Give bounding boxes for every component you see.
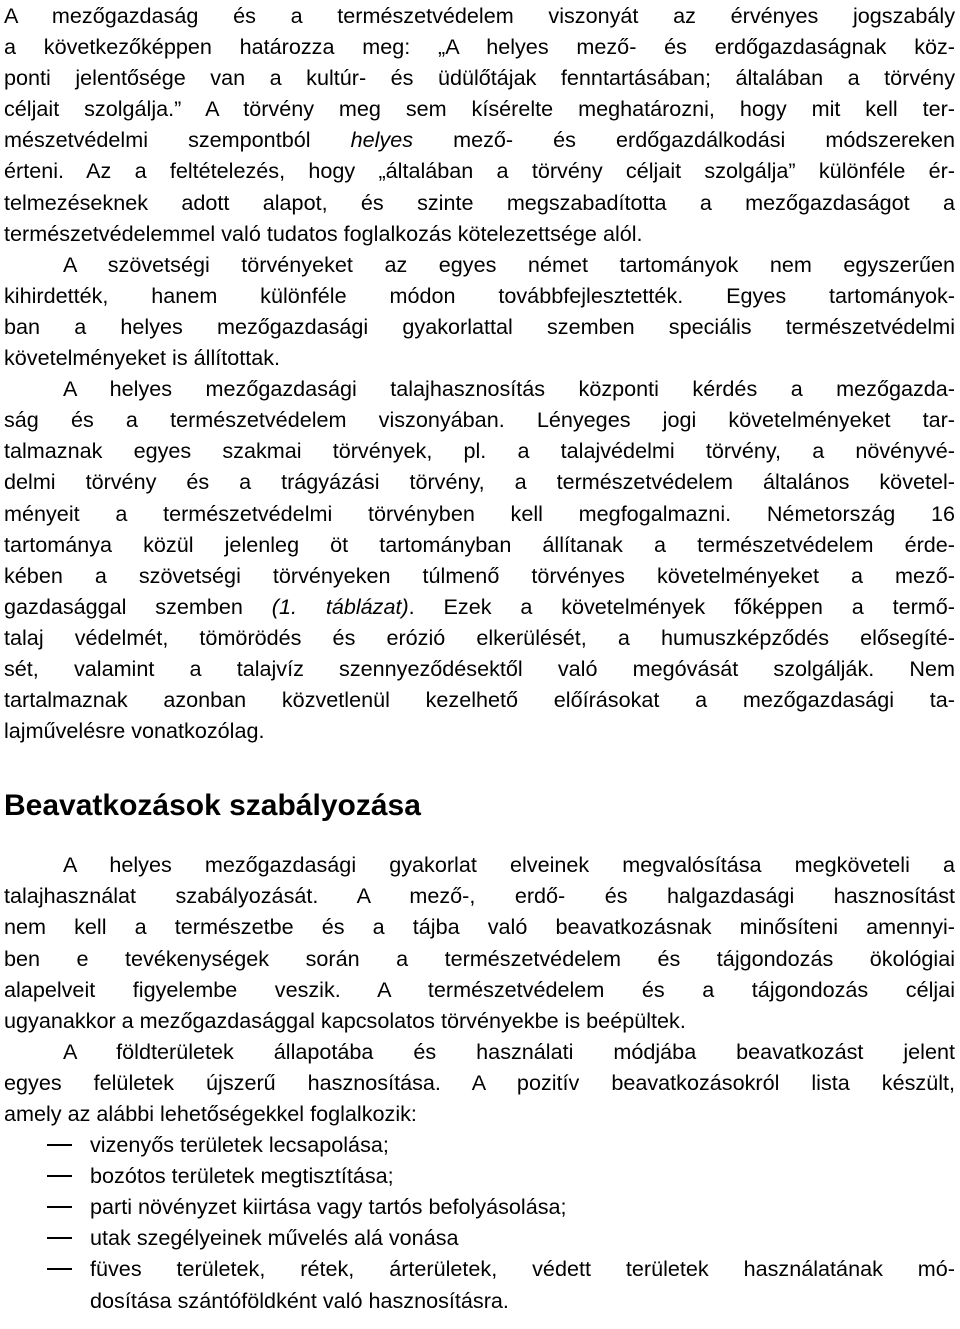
list-item-line	[4, 1160, 955, 1191]
text-line: nem kell a természetbe és a tájba való beavatkozásnak minősíteni amennyi-	[4, 914, 955, 940]
text-line: természetvédelemmel való tudatos foglalkozás kötelezettsége alól.	[4, 220, 643, 246]
list-item	[4, 1253, 955, 1315]
italic-text: helyes	[350, 127, 414, 153]
list-item-line	[4, 1129, 955, 1160]
text-line: ugyanakkor a mezőgazdasággal kapcsolatos törvényekbe is beépültek.	[4, 1007, 686, 1033]
text-run: mészetvédelmi szempontból	[4, 127, 351, 153]
section-interventions	[4, 849, 955, 1129]
text-line: ponti jelentősége van a kultúr- és üdülőtájak fenntartásában; általában a törvény	[4, 65, 955, 91]
list-item-line	[4, 1253, 955, 1284]
text-line: telmezéseknek adott alapot, és szinte megszabadította a mezőgazdaságot a	[4, 189, 955, 215]
text-line: érteni. Az a feltételezés, hogy „általában a törvény céljait szolgálja” különféle ér-	[4, 158, 955, 184]
text-run: mező- és erdőgazdálkodási módszereken	[413, 127, 955, 153]
bullet-list	[4, 1129, 955, 1316]
list-item-text: vizenyős területek lecsapolása;	[90, 1132, 389, 1158]
text-line: A szövetségi törvényeket az egyes német tartományok nem egyszerűen	[63, 251, 955, 277]
italic-text: (1. táblázat)	[271, 593, 409, 619]
list-item-text: utak szegélyeinek művelés alá vonása	[90, 1225, 459, 1251]
text-line: a következőképpen határozza meg: „A helyes mező- és erdőgazdaságnak köz-	[4, 34, 955, 60]
text-line: A helyes mezőgazdasági talajhasznosítás központi kérdés a mezőgazda-	[63, 376, 955, 402]
text-line: tartománya közül jelenleg öt tartományban állítanak a természetvédelem érde-	[4, 531, 955, 557]
text-line: ban a helyes mezőgazdasági gyakorlattal szemben speciális természetvédelmi	[4, 313, 955, 339]
list-item	[4, 1191, 955, 1222]
list-item	[4, 1160, 955, 1191]
section-heading: Beavatkozások szabályozása	[4, 789, 421, 823]
text-line: amely az alábbi lehetőségekkel foglalkozik:	[4, 1101, 417, 1126]
text-line: delmi törvény és a trágyázási törvény, a természetvédelem általános követel-	[4, 469, 955, 495]
text-line	[4, 124, 955, 155]
section-intro	[4, 0, 955, 746]
dash-bullet-icon	[47, 1206, 72, 1208]
text-line: egyes felületek újszerű hasznosítása. A pozitív beavatkozásokról lista készült,	[4, 1069, 955, 1095]
list-item-text: bozótos területek megtisztítása;	[90, 1163, 394, 1189]
text-line: A mezőgazdaság és a természetvédelem viszonyát az érvényes jogszabály	[4, 3, 955, 28]
text-line: alapelveit figyelembe veszik. A természetvédelem és a tájgondozás céljai	[4, 976, 955, 1002]
text-line: ményeit a természetvédelmi törvényben kell megfogalmazni. Németország 16	[4, 500, 955, 526]
text-run: . Ezek a követelmények főképpen a termő-	[408, 593, 955, 619]
list-item	[4, 1222, 955, 1253]
dash-bullet-icon	[47, 1268, 72, 1270]
text-line: A földterületek állapotába és használati módjába beavatkozást jelent	[63, 1038, 955, 1064]
text-line: sét, valamint a talajvíz szennyeződésektől való megóvását szolgálják. Nem	[4, 655, 955, 681]
text-line: követelményeket is állítottak.	[4, 345, 281, 371]
paragraph	[4, 1036, 955, 1129]
list-item-line	[4, 1285, 955, 1316]
list-item-line	[4, 1191, 955, 1222]
text-line: ben e tevékenységek során a természetvédelem és tájgondozás ökológiai	[4, 945, 955, 971]
paragraph	[4, 0, 955, 249]
paragraph	[4, 373, 955, 746]
list-item-line	[4, 1222, 955, 1253]
dash-bullet-icon	[47, 1175, 72, 1177]
list-item-text: parti növényzet kiirtása vagy tartós befolyásolása;	[90, 1194, 567, 1220]
text-line: A helyes mezőgazdasági gyakorlat elveinek megvalósítása megköveteli a	[63, 852, 955, 878]
dash-bullet-icon	[47, 1237, 72, 1239]
text-line: céljait szolgálja.” A törvény meg sem kísérelte meghatározni, hogy mit kell ter-	[4, 96, 955, 122]
list-item-text: füves területek, rétek, árterületek, védett területek használatának mó-	[90, 1256, 955, 1282]
text-line: talaj védelmét, tömörödés és erózió elkerülését, a humuszképződés elősegíté-	[4, 624, 955, 650]
paragraph	[4, 849, 955, 1036]
text-line	[4, 591, 955, 622]
text-line: kében a szövetségi törvényeken túlmenő törvényes követelményeket a mező-	[4, 562, 955, 588]
dash-bullet-icon	[47, 1144, 72, 1146]
text-line: kihirdették, hanem különféle módon továbbfejlesztették. Egyes tartományok-	[4, 282, 955, 308]
text-run: gazdasággal szemben	[4, 593, 272, 619]
list-item	[4, 1129, 955, 1160]
text-line: tartalmaznak azonban közvetlenül kezelhető előírásokat a mezőgazdasági ta-	[4, 687, 955, 713]
text-line: ság és a természetvédelem viszonyában. Lényeges jogi követelményeket tar-	[4, 407, 955, 433]
paragraph	[4, 249, 955, 373]
text-line: talajhasználat szabályozását. A mező-, erdő- és halgazdasági hasznosítást	[4, 883, 955, 909]
text-line: talmaznak egyes szakmai törvények, pl. a talajvédelmi törvény, a növényvé-	[4, 438, 955, 464]
list-item-text: dosítása szántóföldként való hasznosításra.	[90, 1287, 509, 1313]
text-line: lajművelésre vonatkozólag.	[4, 718, 265, 744]
